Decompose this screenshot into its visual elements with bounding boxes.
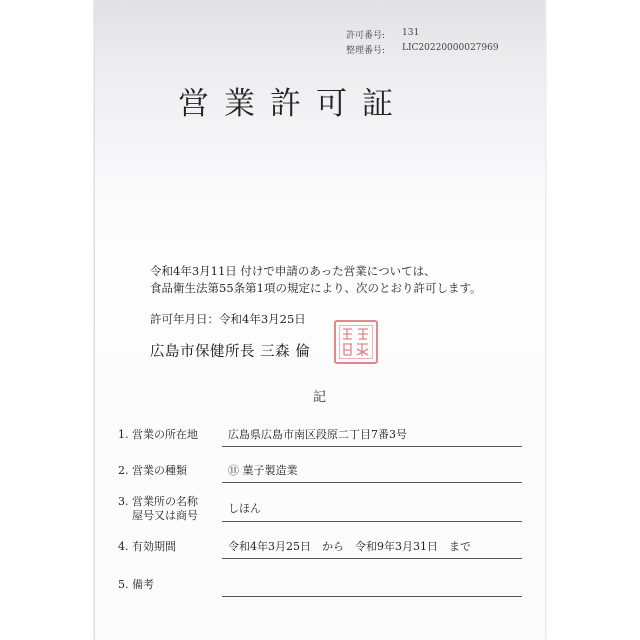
notes-marker: 記 xyxy=(313,390,327,405)
item-value-name: しほん xyxy=(228,502,261,515)
item-label-business-type: 2. 営業の種類 xyxy=(118,464,187,477)
issuer-name: 広島市保健所長 三森 倫 xyxy=(150,344,311,360)
item-underline xyxy=(222,596,522,597)
item-label-name: 3. 営業所の名称 xyxy=(118,495,198,508)
permit-date: 許可年月日：令和4年3月25日 xyxy=(150,312,306,326)
body-line-1: 令和4年3月11日 付けで申請のあった営業については、 xyxy=(150,264,436,278)
official-seal xyxy=(334,320,378,364)
item-label-location: 1. 営業の所在地 xyxy=(118,428,198,441)
permit-number-value: 131 xyxy=(402,28,420,38)
permit-number-label: 許可番号: xyxy=(346,31,386,41)
reference-number-label: 整理番号: xyxy=(346,46,386,56)
item-label-validity: 4. 有効期間 xyxy=(118,540,176,553)
reference-number-value: LIC20220000027969 xyxy=(402,43,499,53)
item-value-location: 広島県広島市南区段原二丁目7番3号 xyxy=(228,428,407,441)
item-underline xyxy=(222,446,522,447)
body-line-2: 食品衛生法第55条第1項の規定により、次のとおり許可します。 xyxy=(150,281,482,295)
item-underline xyxy=(222,558,522,559)
item-value-validity: 令和4年3月25日 から 令和9年3月31日 まで xyxy=(228,540,471,553)
document-title: 営業許可証 xyxy=(178,86,408,122)
item-value-business-type: ⑪ 菓子製造業 xyxy=(228,464,298,477)
item-label-name-line2: 屋号又は商号 xyxy=(132,509,198,522)
item-underline xyxy=(222,482,522,483)
item-underline xyxy=(222,521,522,522)
item-label-remarks: 5. 備考 xyxy=(118,578,154,591)
